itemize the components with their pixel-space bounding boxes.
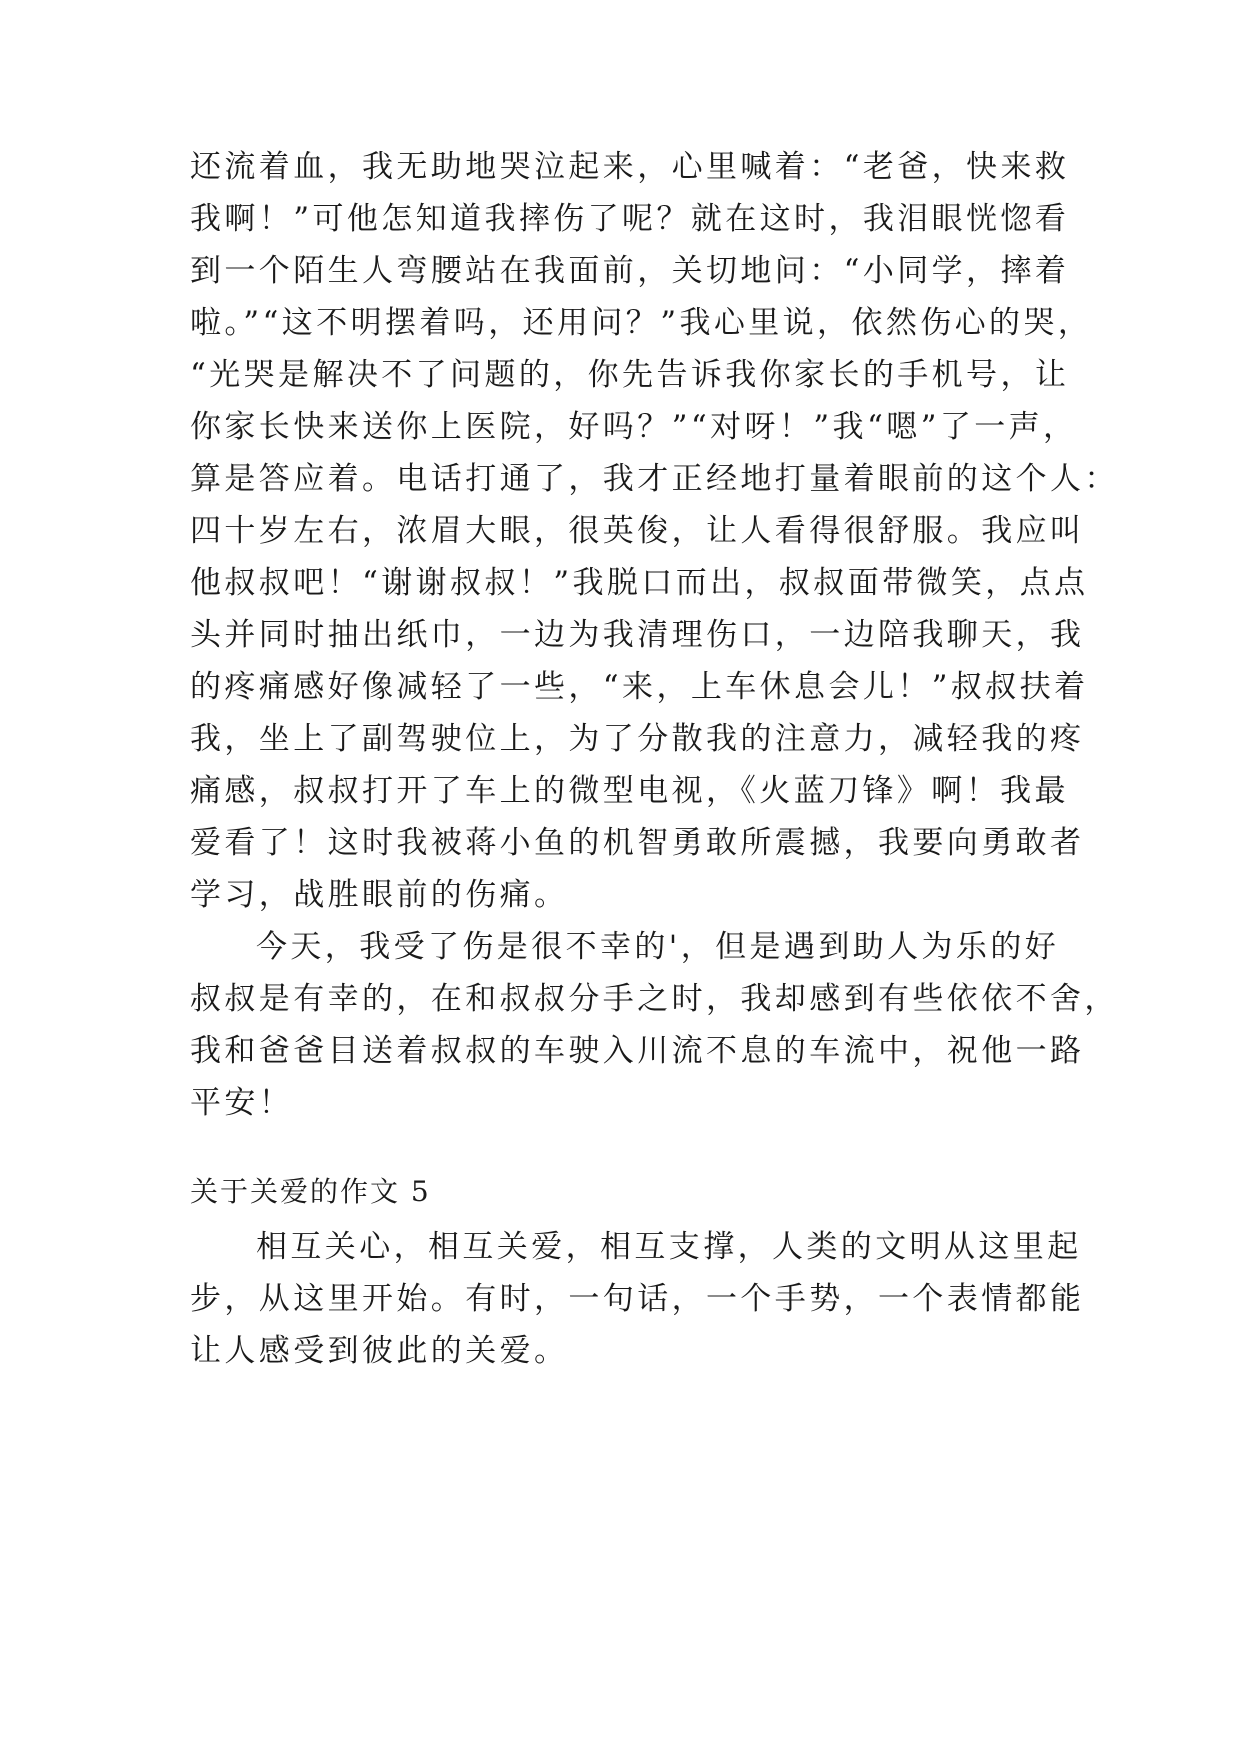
paragraph-line: 平安！	[190, 1085, 294, 1121]
essay-title: 关于关爱的作文 5	[190, 1175, 431, 1208]
paragraph-line: 我，坐上了副驾驶位上，为了分散我的注意力，减轻我的疼	[190, 721, 1085, 757]
paragraph-line: 的疼痛感好像减轻了一些，“来，上车休息会儿！”叔叔扶着	[190, 669, 1089, 705]
paragraph-line: 步，从这里开始。有时，一句话，一个手势，一个表情都能	[190, 1281, 1085, 1317]
paragraph-line: “光哭是解决不了问题的，你先告诉我你家长的手机号，让	[190, 357, 1070, 393]
paragraph-line: 叔叔是有幸的，在和叔叔分手之时，我却感到有些依依不舍，	[190, 981, 1119, 1017]
paragraph-line: 让人感受到彼此的关爱。	[190, 1333, 569, 1369]
paragraph-line: 我啊！”可他怎知道我摔伤了呢？就在这时，我泪眼恍惚看	[190, 201, 1070, 237]
paragraph-line: 他叔叔吧！“谢谢叔叔！”我脱口而出，叔叔面带微笑，点点	[190, 565, 1089, 601]
paragraph-line: 四十岁左右，浓眉大眼，很英俊，让人看得很舒服。我应叫	[190, 513, 1085, 549]
paragraph-line: 痛感，叔叔打开了车上的微型电视，《火蓝刀锋》啊！我最	[190, 773, 1069, 809]
paragraph-line: 到一个陌生人弯腰站在我面前，关切地问：“小同学，摔着	[190, 253, 1070, 289]
paragraph-line: 啦。”“这不明摆着吗，还用问？”我心里说，依然伤心的哭，	[190, 305, 1093, 341]
paragraph-line: 相互关心，相互关爱，相互支撑，人类的文明从这里起	[256, 1229, 1082, 1265]
paragraph-line: 算是答应着。电话打通了，我才正经地打量着眼前的这个人：	[190, 461, 1119, 497]
paragraph-line: 头并同时抽出纸巾，一边为我清理伤口，一边陪我聊天，我	[190, 617, 1085, 653]
paragraph-line: 我和爸爸目送着叔叔的车驶入川流不息的车流中，祝他一路	[190, 1033, 1085, 1069]
paragraph-line: 你家长快来送你上医院，好吗？”“对呀！”我“嗯”了一声，	[190, 409, 1078, 445]
paragraph-line: 爱看了！这时我被蒋小鱼的机智勇敢所震撼，我要向勇敢者	[190, 825, 1085, 861]
paragraph-line: 今天，我受了伤是很不幸的'，但是遇到助人为乐的好	[256, 929, 1060, 965]
paragraph-line: 学习，战胜眼前的伤痛。	[190, 877, 569, 913]
paragraph-line: 还流着血，我无助地哭泣起来，心里喊着：“老爸，快来救	[190, 149, 1070, 185]
